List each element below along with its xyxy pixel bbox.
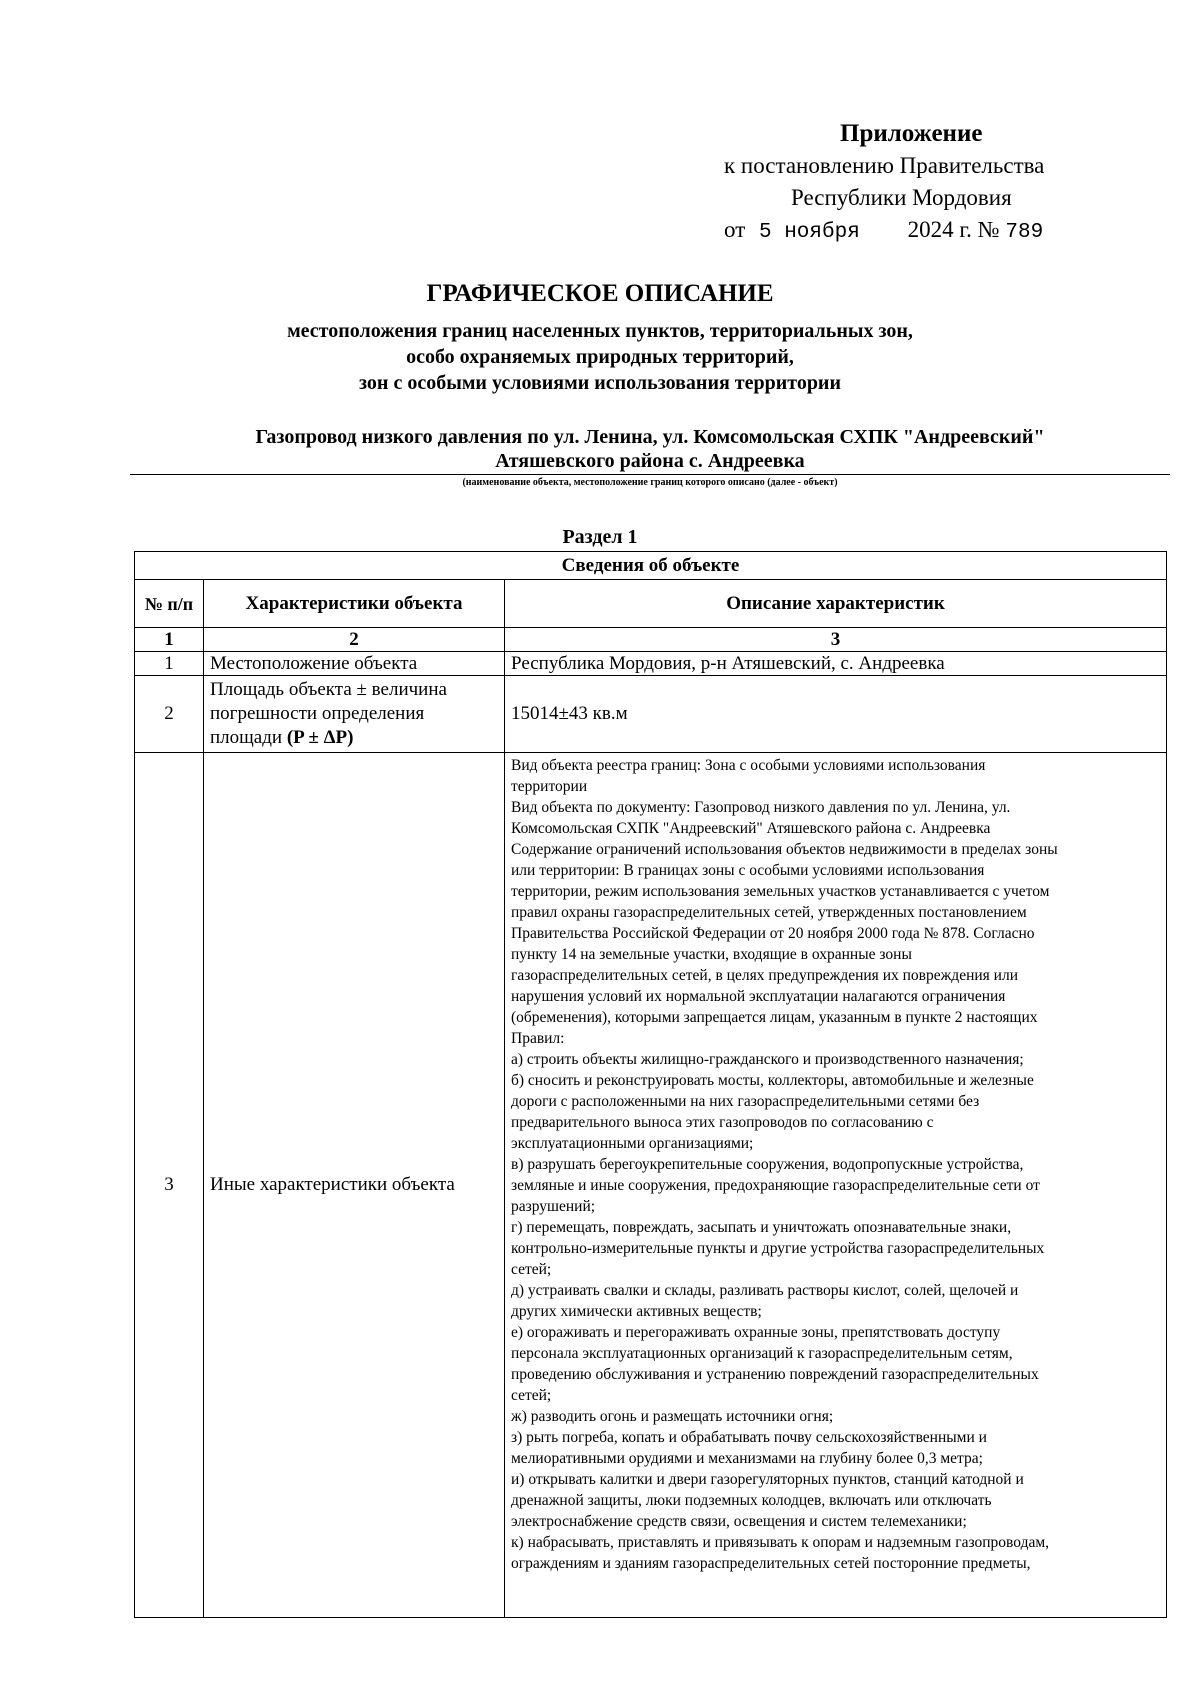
description-line: пункту 14 на земельные участки, входящие в охранные зоны — [511, 946, 912, 963]
row-3-number: 3 — [135, 753, 204, 1618]
appendix-date-line — [724, 214, 1043, 249]
object-name-underline — [130, 474, 1170, 475]
description-line: з) рыть погреба, копать и обрабатывать почву сельскохозяйственными и — [511, 1429, 987, 1446]
description-line: дороги с расположенными на них газораспределительными сетями без — [511, 1093, 980, 1110]
description-line: Правил: — [511, 1030, 565, 1047]
description-line: контрольно-измерительные пункты и другие устройства газораспределительных — [511, 1240, 1045, 1257]
description-line: разрушений; — [511, 1198, 596, 1215]
column-number-2: 2 — [204, 628, 505, 652]
appendix-title: Приложение — [840, 120, 983, 147]
description-line: ж) разводить огонь и размещать источники огня; — [511, 1408, 834, 1425]
description-line: предварительного выноса этих газопроводов по согласованию с — [511, 1114, 934, 1131]
table-title-row — [135, 552, 1167, 580]
subtitle-line-3: зон с особыми условиями использования территории — [359, 372, 841, 394]
description-line: ограждениям и зданиям газораспределительных сетей посторонние предметы, — [511, 1555, 1031, 1572]
description-line: нарушения условий их нормальной эксплуатации налагаются ограничения — [511, 988, 1006, 1005]
row-2-description: 15014±43 кв.м — [505, 676, 1167, 753]
subtitle-line-2: особо охраняемых природных территорий, — [406, 346, 794, 368]
description-lines — [511, 755, 1160, 1574]
column-number-1: 1 — [135, 628, 204, 652]
description-line: Вид объекта по документу: Газопровод низкого давления по ул. Ленина, ул. — [511, 799, 1011, 816]
row-3-description — [505, 753, 1167, 1618]
row-2-characteristic — [204, 676, 505, 753]
appendix-line-3: Республики Мордовия — [791, 185, 1012, 210]
description-line: Вид объекта реестра границ: Зона с особыми условиями использования — [511, 757, 986, 774]
description-line: электроснабжение средств связи, освещения и систем телемеханики; — [511, 1513, 967, 1530]
object-info-table — [134, 551, 1167, 1618]
appendix-line-2: к постановлению Правительства — [724, 153, 1045, 178]
description-line: Содержание ограничений использования объектов недвижимости в пределах зоны — [511, 841, 1058, 858]
description-line: мелиоративными орудиями и механизмами на глубину более 0,3 метра; — [511, 1450, 983, 1467]
description-line: г) перемещать, повреждать, засыпать и уничтожать опознавательные знаки, — [511, 1219, 1012, 1236]
section-title: Раздел 1 — [562, 526, 638, 548]
object-name-caption: (наименование объекта, местоположение границ которого описано (далее - объект) — [462, 477, 838, 488]
description-line: в) разрушать берегоукрепительные сооружения, водопропускные устройства, — [511, 1156, 1024, 1173]
description-line: территории — [511, 778, 588, 795]
description-line: (обременения), которыми запрещается лицам, указанным в пункте 2 настоящих — [511, 1009, 1038, 1026]
document-title: ГРАФИЧЕСКОЕ ОПИСАНИЕ — [426, 280, 774, 307]
description-line: эксплуатационными организациями; — [511, 1135, 754, 1152]
header-characteristics: Характеристики объекта — [204, 580, 505, 628]
description-line: проведению обслуживания и устранению повреждений газораспределительных — [511, 1366, 1039, 1383]
description-line: сетей; — [511, 1261, 552, 1278]
object-name — [130, 425, 1170, 473]
description-line: д) устраивать свалки и склады, разливать растворы кислот, солей, щелочей и — [511, 1282, 1019, 1299]
appendix-date: 5 ноября — [759, 221, 860, 244]
description-line: земляные и иные сооружения, предохраняющие газораспределительные сети от — [511, 1177, 1040, 1194]
description-line: правил охраны газораспределительных сетей, утвержденных постановлением — [511, 904, 1027, 921]
row-2-characteristic-formula: (P ± ΔP) — [286, 727, 354, 748]
description-line: Правительства Российской Федерации от 20 ноября 2000 года № 878. Согласно — [511, 925, 1035, 942]
description-line: Комсомольская СХПК "Андреевский" Атяшевского района с. Андреевка — [511, 820, 991, 837]
description-line: и) открывать калитки и двери газорегуляторных пунктов, станций катодной и — [511, 1471, 1024, 1488]
description-line: персонала эксплуатационных организаций к газораспределительным сетям, — [511, 1345, 1013, 1362]
row-2-number: 2 — [135, 676, 204, 753]
object-name-line-2: Атяшевского района с. Андреевка — [495, 450, 805, 472]
description-line: других химически активных веществ; — [511, 1303, 762, 1320]
table-row — [135, 753, 1167, 1618]
description-line: к) набрасывать, приставлять и привязывать к опорам и надземным газопроводам, — [511, 1534, 1050, 1551]
appendix-from: от — [724, 217, 746, 242]
table-title: Сведения об объекте — [135, 552, 1167, 580]
description-line: б) сносить и реконструировать мосты, коллекторы, автомобильные и железные — [511, 1072, 1034, 1089]
appendix-number: 789 — [1005, 221, 1044, 244]
description-line: а) строить объекты жилищно-гражданского и производственного назначения; — [511, 1051, 1024, 1068]
row-1-number: 1 — [135, 652, 204, 676]
document-subtitle — [0, 318, 1200, 396]
header-number: № п/п — [135, 580, 204, 628]
description-line: е) огораживать и перегораживать охранные зоны, препятствовать доступу — [511, 1324, 1001, 1341]
description-line: дренажной защиты, люки подземных колодцев, включать или отключать — [511, 1492, 992, 1509]
table-row — [135, 676, 1167, 753]
row-2-characteristic-text: Площадь объекта ± величина погрешности определения площади — [210, 679, 447, 748]
column-number-row — [135, 628, 1167, 652]
description-line: или территории: В границах зоны с особыми условиями использования — [511, 862, 985, 879]
appendix-year: 2024 г. № — [907, 217, 1000, 242]
table-row — [135, 652, 1167, 676]
row-1-description: Республика Мордовия, р-н Атяшевский, с. Андреевка — [505, 652, 1167, 676]
column-number-3: 3 — [505, 628, 1167, 652]
row-3-characteristic: Иные характеристики объекта — [204, 753, 505, 1618]
header-description: Описание характеристик — [505, 580, 1167, 628]
object-name-line-1: Газопровод низкого давления по ул. Ленина, ул. Комсомольская СХПК "Андреевский" — [255, 426, 1045, 448]
description-line: газораспределительных сетей, в целях предупреждения их повреждения или — [511, 967, 1018, 984]
table-header-row — [135, 580, 1167, 628]
subtitle-line-1: местоположения границ населенных пунктов, территориальных зон, — [287, 320, 913, 342]
row-1-characteristic: Местоположение объекта — [204, 652, 505, 676]
description-line: сетей; — [511, 1387, 552, 1404]
description-line: территории, режим использования земельных участков устанавливается с учетом — [511, 883, 1050, 900]
